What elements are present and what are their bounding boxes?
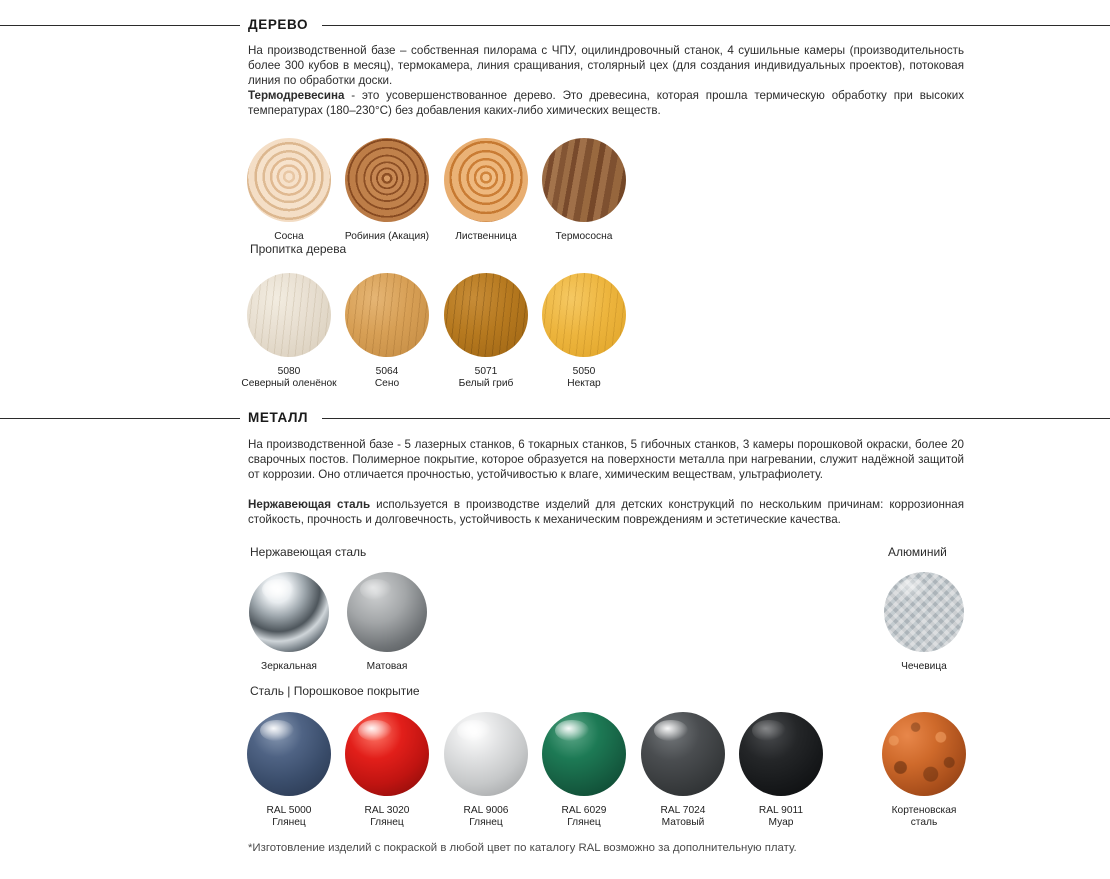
ral-7024-swatch-icon [641, 712, 725, 796]
powder-code: RAL 6029 [561, 805, 607, 816]
footnote-text: *Изготовление изделий с покраской в любой цвет по каталогу RAL возможно за дополнительную плату. [248, 842, 797, 854]
ral-3020-swatch-icon [345, 712, 429, 796]
metal-paragraph-2-rest: используется в производстве изделий для детских конструкций по нескольким причинам: коррозионная стойкость, прочность и долговечность, устойчивость к механическим повреждениям и эстетические качества. [248, 498, 964, 527]
powder-finish: Глянец [370, 817, 404, 829]
powder-item[interactable] [434, 712, 538, 830]
impregnation-item[interactable] [532, 273, 636, 391]
powder-item[interactable] [631, 712, 735, 830]
powder-code: RAL 5000 [266, 805, 312, 816]
wood-species-item[interactable] [434, 138, 538, 243]
section-title-wood: ДЕРЕВО [240, 12, 322, 38]
impregnation-name: Северный оленёнок [241, 378, 337, 390]
wood-termososna-swatch-icon [542, 138, 626, 222]
section-header-wood [0, 12, 1110, 40]
stainless-mirror-swatch-icon [249, 572, 329, 652]
powder-item[interactable] [729, 712, 833, 830]
korten-steel-swatch-icon [882, 712, 966, 796]
wood-species-item[interactable] [532, 138, 636, 243]
powder-item[interactable] [335, 712, 439, 830]
ral-5000-swatch-icon [247, 712, 331, 796]
aluminium-item[interactable] [872, 572, 976, 673]
wood-paragraph-2-rest: - это усовершенствованное дерево. Это древесина, которая прошла термическую обработку при высоких температурах (180–230°С) без добавления каких-либо химических веществ. [248, 89, 964, 118]
metal-paragraph-2-lead: Нержавеющая сталь [248, 498, 371, 511]
stainless-item[interactable] [237, 572, 341, 673]
wood-paragraph-1: На производственной базе – собственная пилорама с ЧПУ, оцилиндровочный станок, 4 сушильные камеры (производительность более 300 кубов в месяц), термокамера, линия сращивания, столярный цех (для создания индивидуальных проектов), потоковая линия по обработки доски. [248, 44, 964, 88]
powder-item[interactable] [532, 712, 636, 830]
stainless-matte-swatch-icon [347, 572, 427, 652]
powder-item[interactable] [237, 712, 341, 830]
impregnation-name: Белый гриб [458, 378, 514, 390]
powder-finish: Матовый [661, 817, 705, 829]
impregnation-code: 5080 [277, 366, 301, 377]
section-title-metal: МЕТАЛЛ [240, 405, 322, 431]
ral-6029-swatch-icon [542, 712, 626, 796]
section-header-metal [0, 405, 1110, 433]
wood-species-item[interactable] [335, 138, 439, 243]
impregnation-name: Нектар [567, 378, 601, 390]
aluminium-lens-swatch-icon [884, 572, 964, 652]
wood-species-label: Термососна [555, 231, 613, 242]
impregnation-5050-swatch-icon [542, 273, 626, 357]
stainless-label-item: Матовая [366, 661, 408, 672]
aluminium-label-item: Чечевица [901, 661, 947, 672]
section-divider-wood [0, 25, 1110, 26]
wood-species-label: Лиственница [455, 231, 517, 242]
impregnation-5071-swatch-icon [444, 273, 528, 357]
aluminium-label: Алюминий [888, 545, 947, 559]
impregnation-5080-swatch-icon [247, 273, 331, 357]
metal-paragraph-2 [248, 497, 964, 527]
korten-line2: сталь [910, 817, 938, 829]
wood-paragraph-2 [248, 88, 964, 118]
ral-9011-swatch-icon [739, 712, 823, 796]
korten-item[interactable] [872, 712, 976, 830]
powder-code: RAL 9011 [758, 805, 804, 816]
impregnation-label: Пропитка дерева [250, 242, 347, 256]
korten-line1: Кортеновская [891, 805, 957, 816]
stainless-label: Нержавеющая сталь [250, 545, 367, 559]
wood-paragraph-2-lead: Термодревесина [248, 89, 345, 102]
impregnation-code: 5064 [375, 366, 399, 377]
stainless-label-item: Зеркальная [261, 661, 317, 672]
impregnation-item[interactable] [237, 273, 341, 391]
ral-9006-swatch-icon [444, 712, 528, 796]
impregnation-code: 5050 [572, 366, 596, 377]
powder-code: RAL 3020 [364, 805, 410, 816]
wood-species-label: Робиния (Акация) [344, 231, 430, 242]
impregnation-code: 5071 [474, 366, 498, 377]
stainless-item[interactable] [335, 572, 439, 673]
metal-paragraph-1: На производственной базе - 5 лазерных станков, 6 токарных станков, 5 гибочных станков, 3 камеры порошковой окраски, более 20 сварочных постов. Полимерное покрытие, которое образуется на поверхности металла при нагревании, служит надёжной защитой от коррозии. Оно отличается прочностью, устойчивостью к влаге, химическим веществам, ультрафиолету. [248, 438, 964, 482]
wood-listvennica-swatch-icon [444, 138, 528, 222]
impregnation-item[interactable] [434, 273, 538, 391]
section-divider-metal [0, 418, 1110, 419]
powder-finish: Глянец [272, 817, 306, 829]
impregnation-5064-swatch-icon [345, 273, 429, 357]
wood-species-label: Сосна [274, 231, 304, 242]
impregnation-name: Сено [374, 378, 400, 390]
wood-species-item[interactable] [237, 138, 341, 243]
impregnation-item[interactable] [335, 273, 439, 391]
wood-sosna-swatch-icon [247, 138, 331, 222]
powder-coating-label: Сталь | Порошковое покрытие [250, 684, 420, 698]
powder-code: RAL 7024 [660, 805, 706, 816]
wood-robinia-swatch-icon [345, 138, 429, 222]
powder-code: RAL 9006 [463, 805, 509, 816]
powder-finish: Глянец [567, 817, 601, 829]
powder-finish: Муар [768, 817, 794, 829]
powder-finish: Глянец [469, 817, 503, 829]
